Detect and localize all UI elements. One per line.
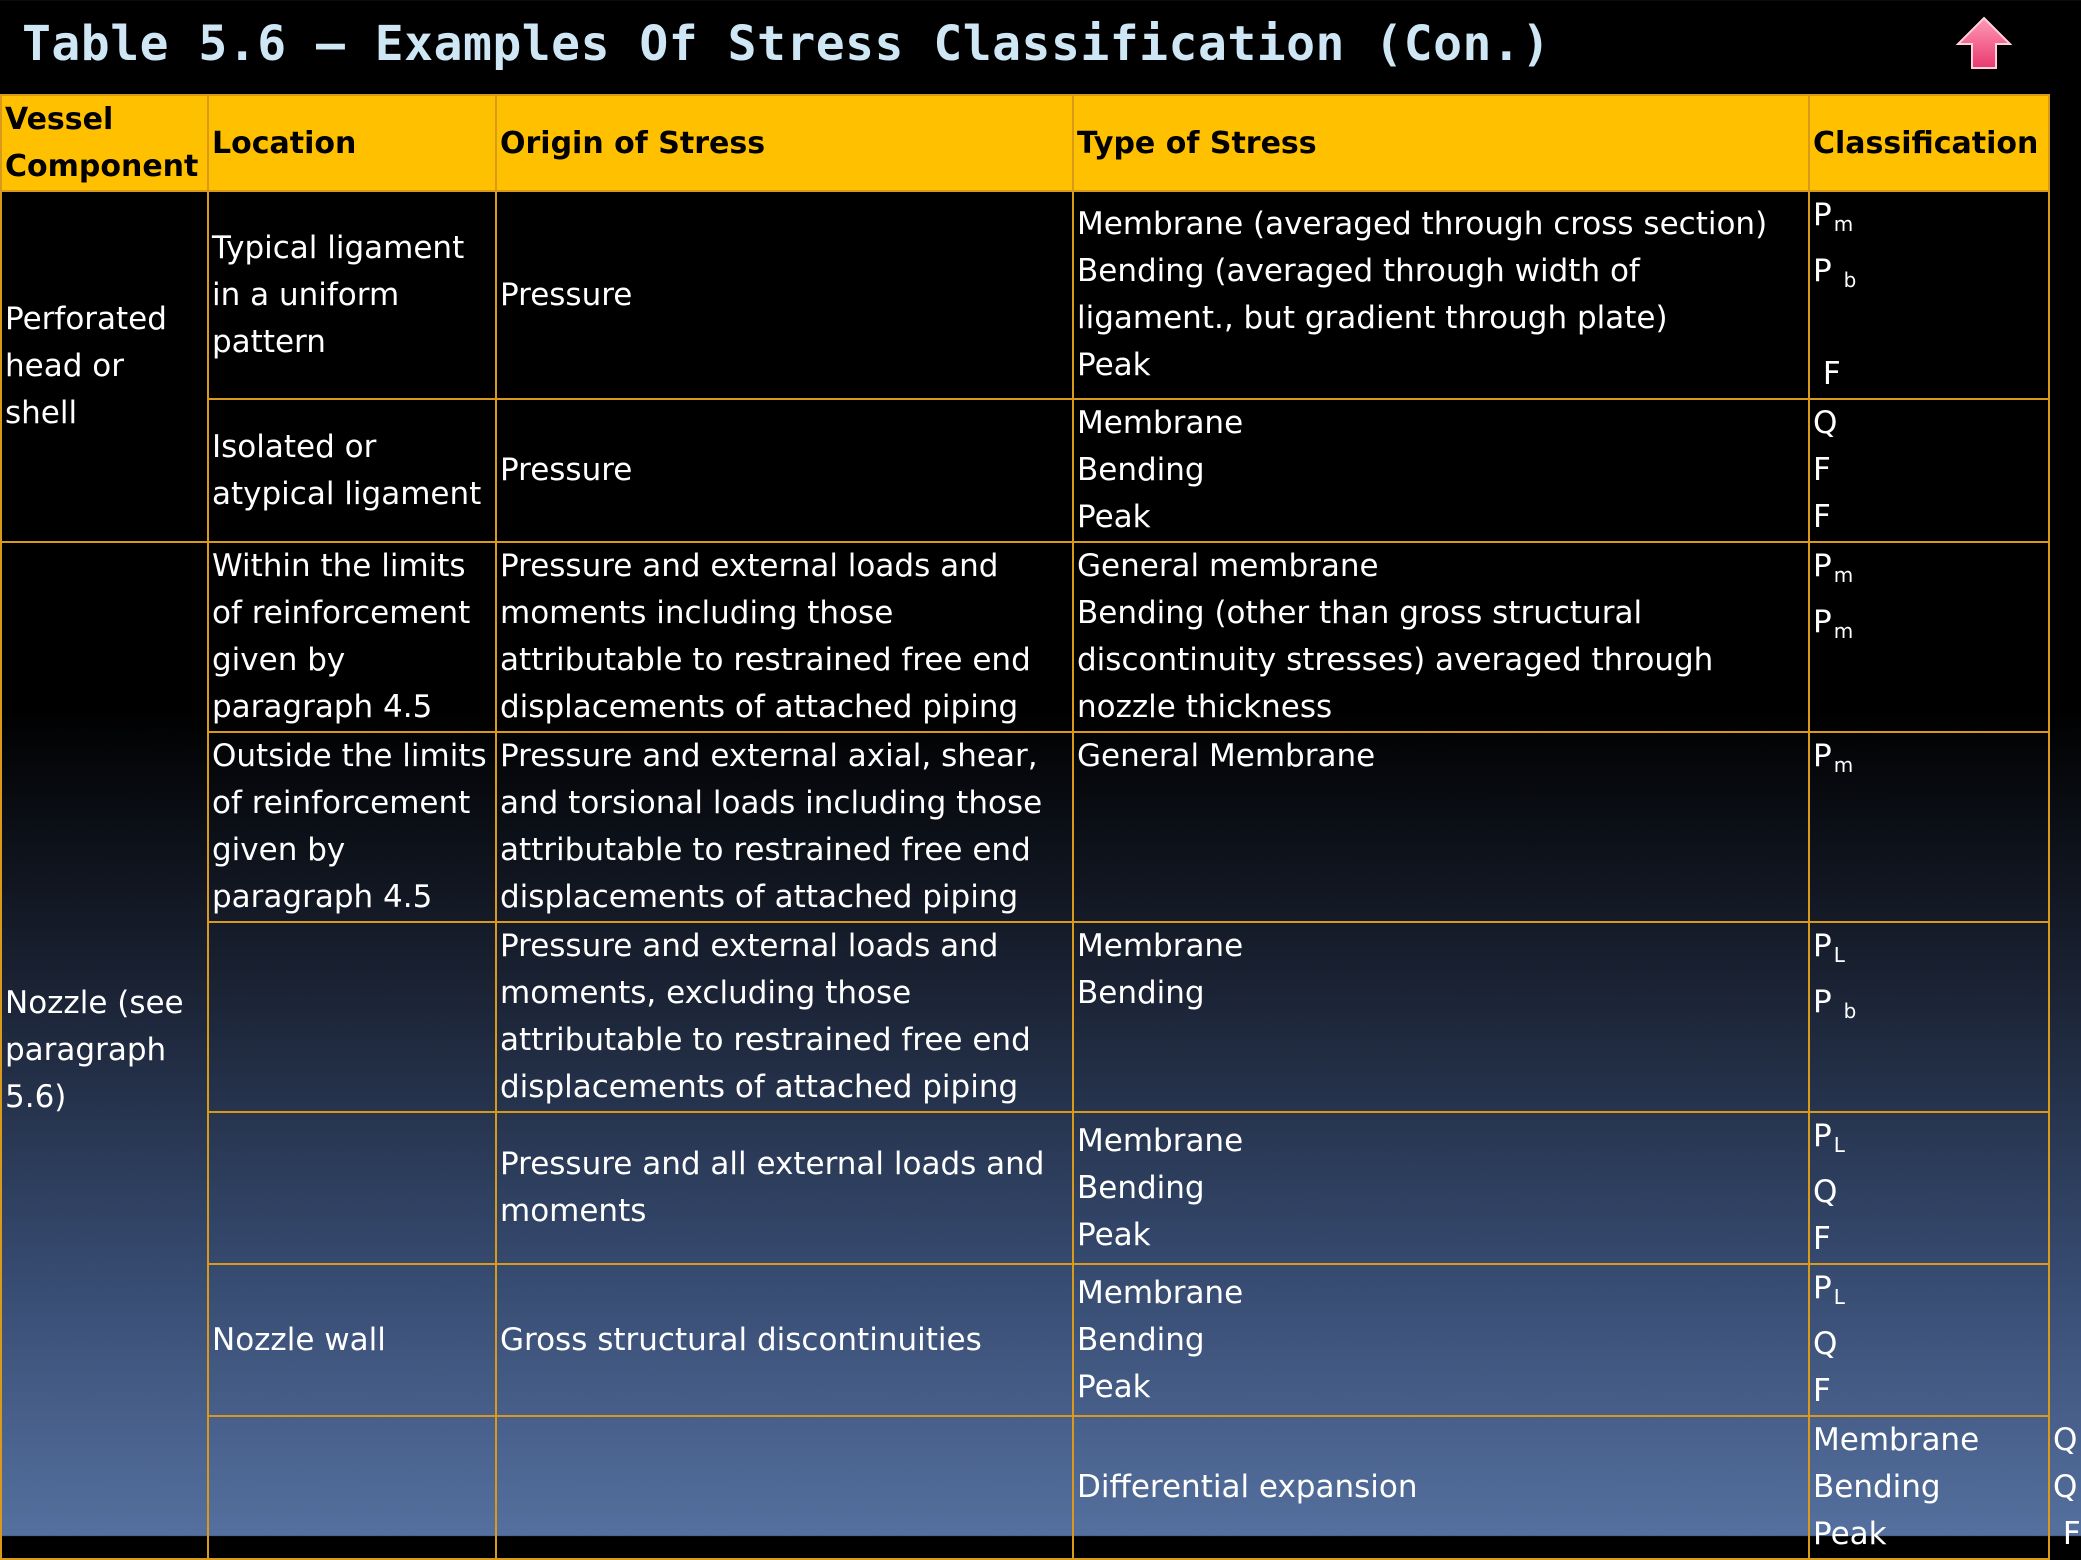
classification-value: Q xyxy=(1813,1326,1838,1362)
type-line: Membrane xyxy=(1077,405,1244,441)
type-line: Peak xyxy=(1077,347,1151,383)
classification-value: P $_m$ xyxy=(1813,604,1854,643)
type-line: Membrane xyxy=(1077,1274,1244,1311)
classification-cell xyxy=(1809,1264,2049,1416)
origin-cell: Pressure xyxy=(496,191,1073,399)
origin-cell: Pressure and all external loads and moments xyxy=(496,1112,1073,1264)
classification-value: P $_m$ xyxy=(1813,738,1854,777)
location-cell: Typical ligament in a uniform pattern xyxy=(208,191,496,399)
origin-cell: Pressure and external axial, shear, and torsional loads including those attributable to restrained free end displacements of attached piping xyxy=(496,732,1073,922)
type-cell xyxy=(1073,732,1809,922)
location-cell: Isolated or atypical ligament xyxy=(208,399,496,542)
classification-value: P $_m$ xyxy=(1813,548,1854,587)
type-line: General membrane xyxy=(1077,548,1379,584)
type-line: Peak xyxy=(1077,1216,1151,1253)
type-line: Membrane xyxy=(1077,928,1244,964)
type-cell xyxy=(1073,191,1809,399)
type-line: Peak xyxy=(1077,499,1151,535)
header-classification: Classification xyxy=(1809,95,2049,191)
classification-cell xyxy=(1809,542,2049,732)
slide-title: Table 5.6 – Examples Of Stress Classification (Con.) xyxy=(22,16,1551,72)
table-row xyxy=(1,399,2049,542)
classification-cell xyxy=(1809,191,2049,399)
classification-value: F xyxy=(1813,1373,1831,1409)
header-location: Location xyxy=(208,95,496,191)
header-origin-of-stress: Origin of Stress xyxy=(496,95,1073,191)
table-row: Differential expansion Membrane Bending Peak Q Q F xyxy=(1,1416,2049,1559)
classification-value: P $_L$ xyxy=(1813,1270,1845,1309)
classification-value: P $_m$ xyxy=(1813,197,1854,236)
type-line: Membrane (averaged through cross section) xyxy=(1077,206,1768,242)
origin-cell: Differential expansion xyxy=(1073,1416,1809,1559)
table-row xyxy=(1,732,2049,922)
location-cell: Outside the limits of reinforcement given by paragraph 4.5 xyxy=(208,732,496,922)
classification-value: F xyxy=(1813,1221,1831,1257)
type-cell xyxy=(1073,399,1809,542)
classification-value: P $_L$ xyxy=(1813,1118,1845,1157)
classification-value: P $_b$ xyxy=(1813,984,1857,1023)
vessel-component-cell: Nozzle (see paragraph 5.6) xyxy=(1,542,208,1559)
type-line: Bending (other than gross structural discontinuity stresses) averaged through nozzle thickness xyxy=(1077,595,1714,725)
type-line: Peak xyxy=(1813,1516,1887,1552)
classification-cell xyxy=(1809,399,2049,542)
table-row xyxy=(1,1112,2049,1264)
vessel-component-cell: Perforated head or shell xyxy=(1,191,208,542)
classification-value: F xyxy=(1813,452,1831,488)
origin-cell: Pressure and external loads and moments including those attributable to restrained free end displacements of attached piping xyxy=(496,542,1073,732)
location-cell: Nozzle wall xyxy=(208,1264,496,1416)
classification-value: P $_L$ xyxy=(1813,928,1845,967)
table-row xyxy=(1,191,2049,399)
location-cell: Within the limits of reinforcement given by paragraph 4.5 xyxy=(208,542,496,732)
type-cell xyxy=(1073,1264,1809,1416)
origin-cell: Pressure and external loads and moments, excluding those attributable to restrained free end displacements of attached piping xyxy=(496,922,1073,1112)
classification-value: F xyxy=(1813,499,1831,535)
location-cell xyxy=(208,1112,496,1264)
type-cell xyxy=(1073,922,1809,1112)
classification-cell xyxy=(1809,1112,2049,1264)
location-cell xyxy=(496,1416,1073,1559)
header-type-of-stress: Type of Stress xyxy=(1073,95,1809,191)
type-cell xyxy=(1073,1112,1809,1264)
origin-cell: Pressure xyxy=(496,399,1073,542)
origin-cell: Gross structural discontinuities xyxy=(496,1264,1073,1416)
table-row xyxy=(1,542,2049,732)
header-vessel-component: Vessel Component xyxy=(1,95,208,191)
type-line: Bending xyxy=(1077,452,1205,488)
stress-classification-table xyxy=(0,94,2081,1560)
type-line: Membrane xyxy=(1077,1122,1244,1159)
type-line: Bending xyxy=(1813,1469,1941,1505)
type-line: Peak xyxy=(1077,1368,1151,1405)
classification-cell xyxy=(1809,732,2049,922)
type-line: General Membrane xyxy=(1077,738,1376,774)
table-row xyxy=(1,1264,2049,1416)
type-line: Bending xyxy=(1077,1321,1205,1358)
type-line: Bending xyxy=(1077,1169,1205,1206)
type-cell xyxy=(1073,542,1809,732)
table-row xyxy=(1,922,2049,1112)
classification-value: P $_b$ xyxy=(1813,253,1857,292)
type-line: Bending xyxy=(1077,975,1205,1011)
vessel-component-cell xyxy=(208,1416,496,1559)
table-header-row xyxy=(1,95,2049,191)
up-arrow-icon[interactable] xyxy=(1956,16,2012,72)
classification-value: F xyxy=(1813,356,1841,392)
type-cell xyxy=(1809,1416,2049,1559)
classification-cell xyxy=(1809,922,2049,1112)
classification-value: Q xyxy=(1813,1174,1838,1210)
type-line: Bending (averaged through width of ligament., but gradient through plate) xyxy=(1077,253,1668,336)
location-cell xyxy=(208,922,496,1112)
classification-value: Q xyxy=(1813,405,1838,441)
type-line: Membrane xyxy=(1813,1422,1980,1458)
